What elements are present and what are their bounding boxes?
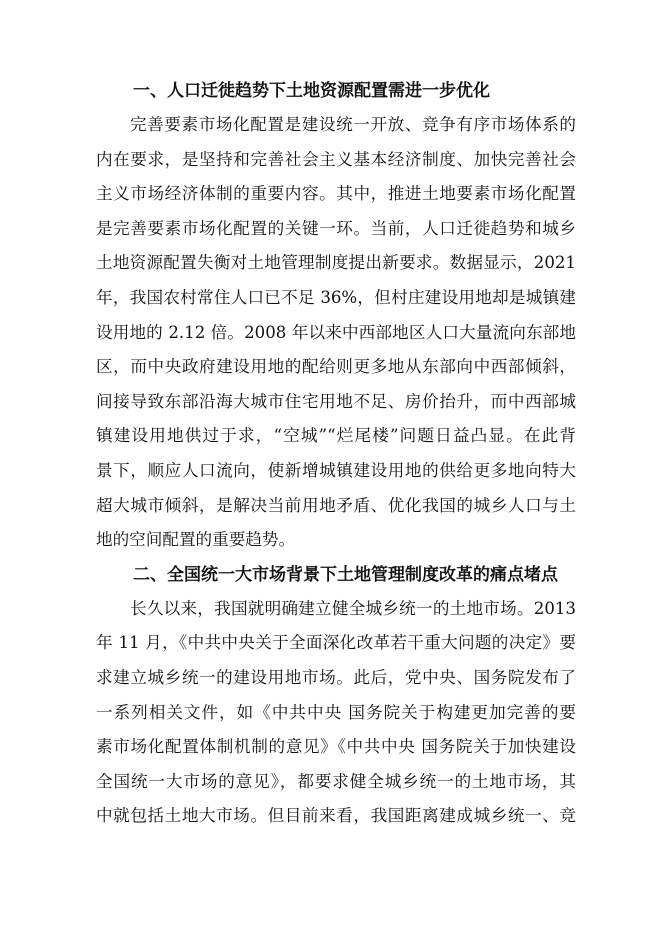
paragraph-line: 区，而中央政府建设用地的配给则更多地从东部向中西部倾斜， [96,357,576,377]
paragraph-line: 间接导致东部沿海大城市住宅用地不足、房价抬升，而中西部城 [96,391,576,411]
paragraph-line: 长久以来，我国就明确建立健全城乡统一的土地市场。2013 [130,598,576,618]
paragraph-line: 镇建设用地供过于求，“空城”“烂尾楼”问题日益凸显。在此背 [96,426,576,446]
paragraph-line: 求建立城乡统一的建设用地市场。此后，党中央、国务院发布了 [96,667,576,687]
paragraph-line: 超大城市倾斜，是解决当前用地矛盾、优化我国的城乡人口与土 [96,495,576,515]
paragraph-line: 全国统一大市场的意见》，都要求健全城乡统一的土地市场，其 [96,771,576,791]
paragraph-line: 是完善要素市场化配置的关键一环。当前，人口迁徙趋势和城乡 [96,218,576,238]
paragraph-line: 地的空间配置的重要趋势。 [96,530,296,550]
section-2-heading: 二、全国统一大市场背景下土地管理制度改革的痛点堵点 [133,564,558,585]
paragraph-line: 完善要素市场化配置是建设统一开放、竞争有序市场体系的 [130,115,576,134]
paragraph-line: 设用地的 2.12 倍。2008 年以来中西部地区人口大量流向东部地 [96,322,576,342]
paragraph-line: 素市场化配置体制机制的意见》《中共中央 国务院关于加快建设 [96,737,576,757]
document-page [96,74,576,834]
section-1-paragraph [96,108,576,558]
paragraph-line: 年，我国农村常住人口已不足 36%，但村庄建设用地却是城镇建 [96,287,576,307]
paragraph-line: 中就包括土地大市场。但目前来看，我国距离建成城乡统一、竞 [96,806,576,826]
paragraph-line: 一系列相关文件，如《中共中央 国务院关于构建更加完善的要 [96,702,576,722]
section-1-heading: 一、人口迁徙趋势下土地资源配置需进一步优化 [133,81,490,101]
paragraph-line: 景下，顺应人口流向，使新增城镇建设用地的供给更多地向特大 [96,460,576,480]
paragraph-line: 年 11 月，《中共中央关于全面深化改革若干重大问题的决定》要 [96,633,576,653]
paragraph-line: 内在要求，是坚持和完善社会主义基本经济制度、加快完善社会 [96,149,576,169]
section-2-paragraph [96,592,576,834]
paragraph-line: 主义市场经济体制的重要内容。其中，推进土地要素市场化配置 [96,184,576,204]
paragraph-line: 土地资源配置失衡对土地管理制度提出新要求。数据显示，2021 [96,253,576,273]
